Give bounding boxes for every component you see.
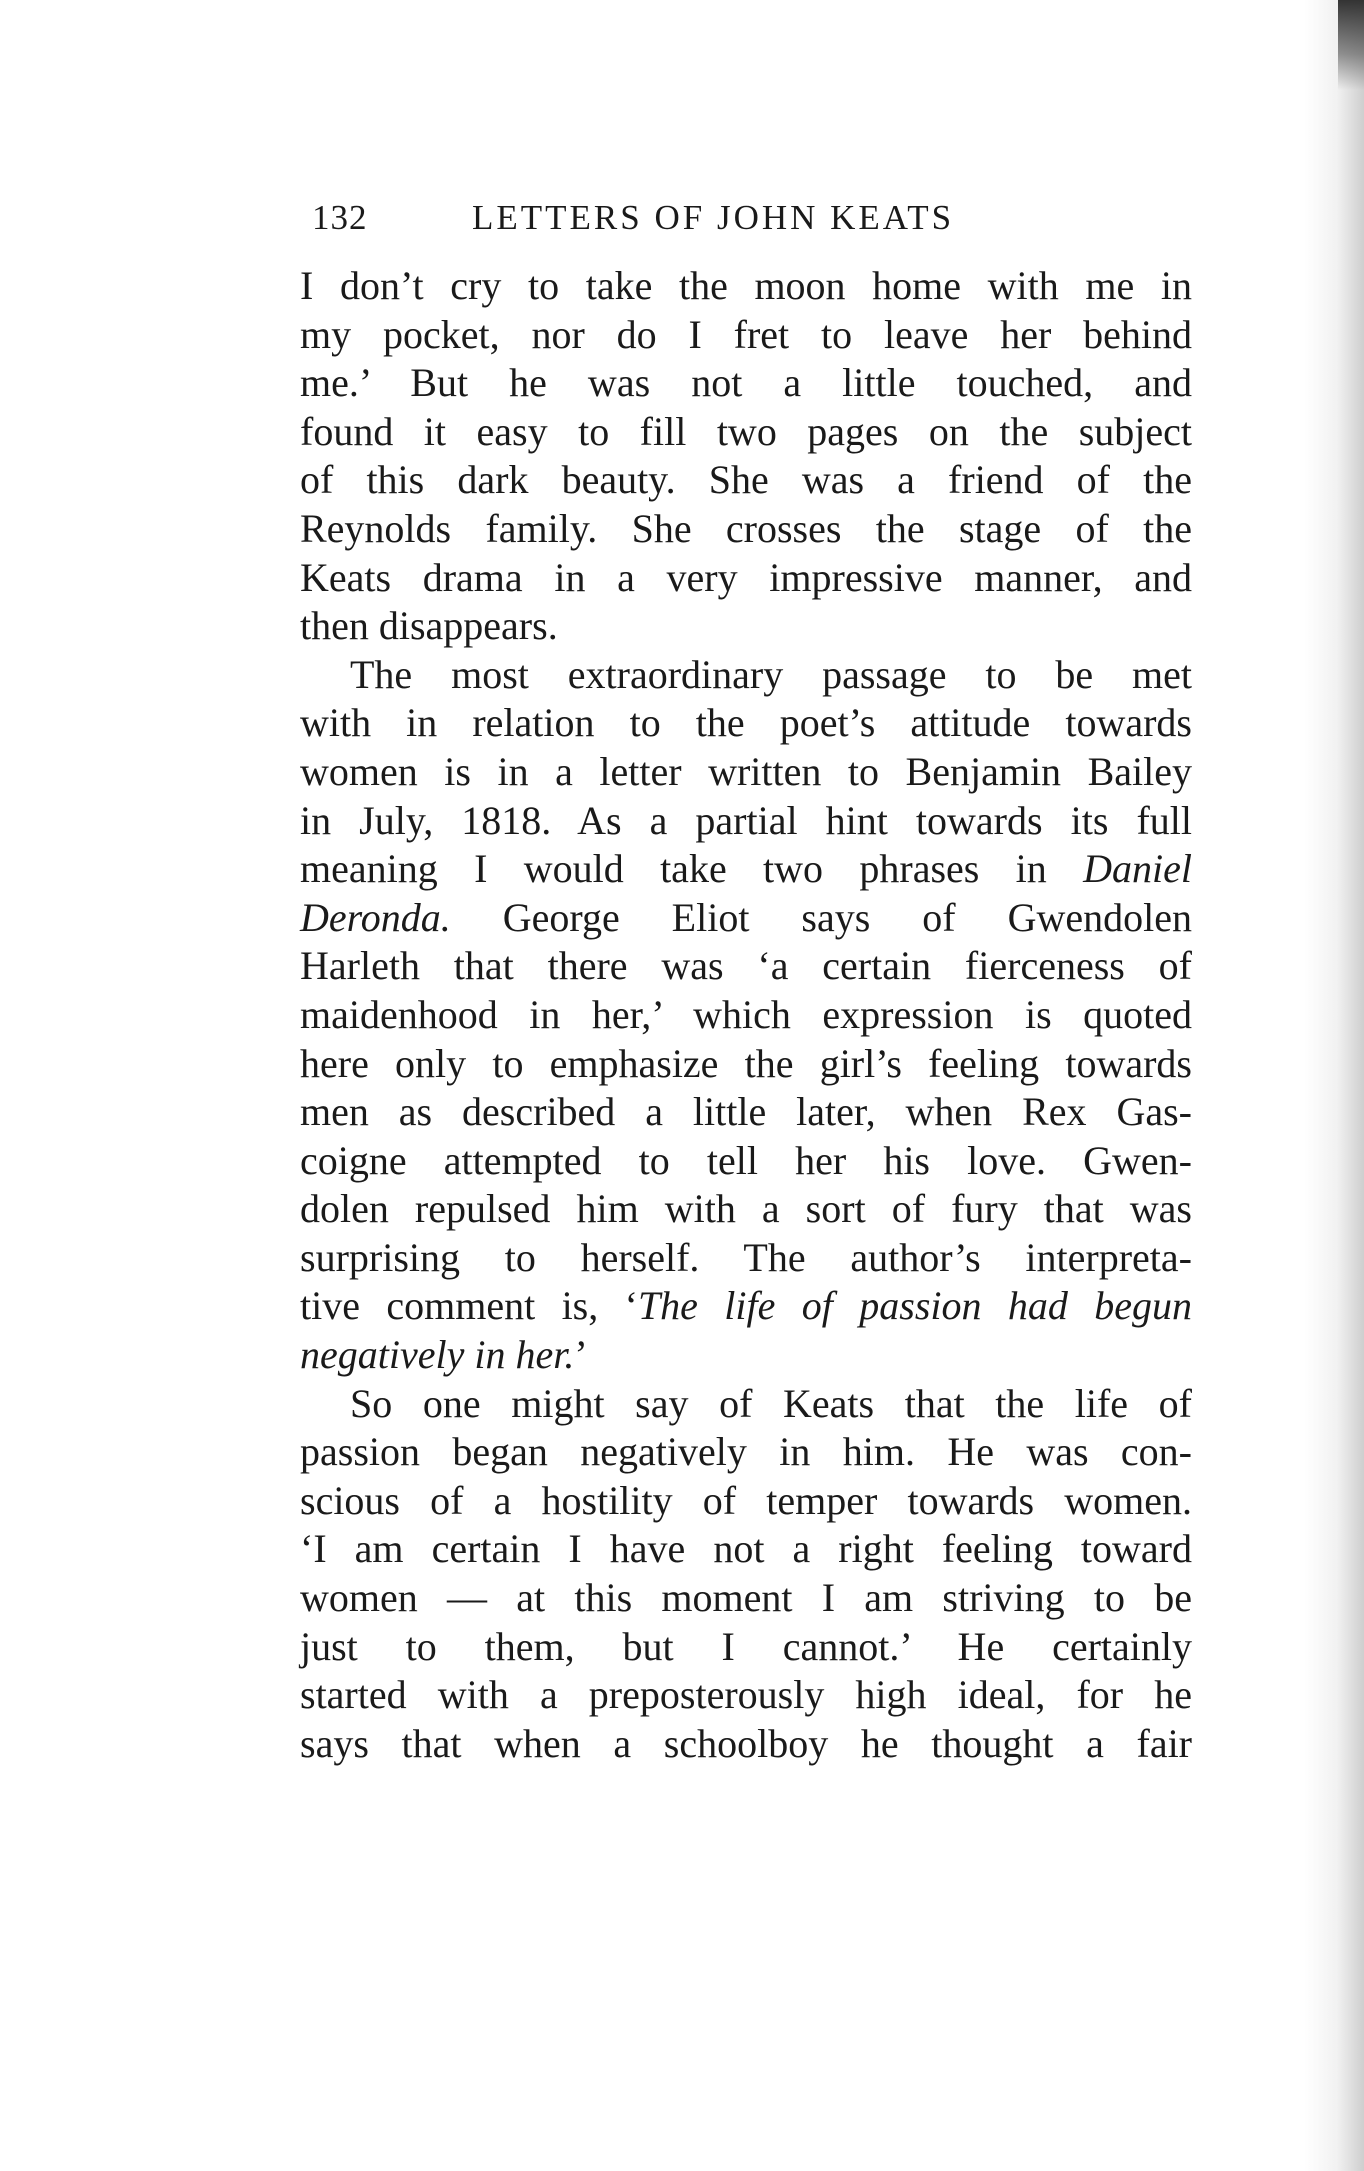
text-segment: ‘I am certain I have not a right feeling toward <box>300 1526 1192 1572</box>
text-line <box>300 456 1192 505</box>
text-segment: started with a preposterously high ideal, for he <box>300 1672 1192 1718</box>
text-segment: Reynolds family. She crosses the stage of the <box>300 505 1192 551</box>
text-segment: then disappears. <box>300 603 558 649</box>
text-segment: with in relation to the poet’s attitude towards <box>300 700 1192 746</box>
text-segment: The most extraordinary passage to be met <box>350 651 1192 697</box>
text-line <box>300 1671 1192 1720</box>
text-line <box>300 1477 1192 1526</box>
text-segment: Keats drama in a very impressive manner, and <box>300 554 1192 600</box>
text-line <box>300 1282 1192 1331</box>
text-line <box>300 408 1192 457</box>
text-line <box>300 1720 1192 1769</box>
text-line <box>300 505 1192 554</box>
text-segment: me.’ But he was not a little touched, and <box>300 360 1192 406</box>
text-segment: coigne attempted to tell her his love. Gwen- <box>300 1137 1192 1183</box>
text-line <box>300 748 1192 797</box>
text-line <box>300 797 1192 846</box>
text-segment: of this dark beauty. She was a friend of the <box>300 457 1192 503</box>
text-line <box>300 699 1192 748</box>
text-line <box>300 894 1192 943</box>
text-line <box>300 1574 1192 1623</box>
text-line <box>300 311 1192 360</box>
text-line <box>300 651 1192 700</box>
running-title: LETTERS OF JOHN KEATS <box>472 198 955 237</box>
body-text <box>300 262 1192 1768</box>
text-segment: in July, 1818. As a partial hint towards its full <box>300 797 1192 843</box>
text-segment: So one might say of Keats that the life of <box>350 1380 1192 1426</box>
text-line <box>300 845 1192 894</box>
italic-text: Deronda. <box>300 894 451 940</box>
text-line <box>300 1331 1192 1380</box>
text-segment: scious of a hostility of temper towards women. <box>300 1477 1192 1523</box>
text-segment: George Eliot says of Gwendolen <box>450 894 1192 940</box>
text-line <box>300 1088 1192 1137</box>
text-segment: meaning I would take two phrases in <box>300 846 1084 892</box>
text-line <box>300 1234 1192 1283</box>
text-line <box>300 991 1192 1040</box>
text-segment: says that when a schoolboy he thought a fair <box>300 1720 1192 1766</box>
italic-text: Daniel <box>1083 846 1192 892</box>
text-line <box>300 359 1192 408</box>
text-segment: just to them, but I cannot.’ He certainly <box>300 1623 1192 1669</box>
text-segment: passion began negatively in him. He was con- <box>300 1429 1192 1475</box>
text-line <box>300 1428 1192 1477</box>
text-segment: men as described a little later, when Rex Gas- <box>300 1089 1192 1135</box>
text-segment: women — at this moment I am striving to be <box>300 1575 1192 1621</box>
page-corner-shadow <box>1338 0 1364 90</box>
text-line <box>300 942 1192 991</box>
italic-text: negatively in her. <box>300 1332 575 1378</box>
text-segment: surprising to herself. The author’s interpreta- <box>300 1234 1192 1280</box>
text-segment: here only to emphasize the girl’s feeling towards <box>300 1040 1192 1086</box>
text-line <box>300 1040 1192 1089</box>
text-segment: found it easy to fill two pages on the subject <box>300 408 1192 454</box>
text-line <box>300 1137 1192 1186</box>
text-line <box>300 1623 1192 1672</box>
text-segment: dolen repulsed him with a sort of fury that was <box>300 1186 1192 1232</box>
text-segment: my pocket, nor do I fret to leave her behind <box>300 311 1192 357</box>
page-number: 132 <box>312 198 368 237</box>
text-segment: I don’t cry to take the moon home with me in <box>300 263 1192 308</box>
text-segment: maidenhood in her,’ which expression is quoted <box>300 991 1192 1037</box>
text-segment: tive comment is, ‘ <box>300 1283 638 1329</box>
text-line <box>300 1525 1192 1574</box>
running-header <box>300 198 1190 248</box>
text-line <box>300 1380 1192 1429</box>
text-line <box>300 262 1192 311</box>
page-edge-shadow <box>1304 0 1364 2171</box>
italic-text: The life of passion had begun <box>637 1283 1192 1329</box>
text-line <box>300 1185 1192 1234</box>
text-line <box>300 554 1192 603</box>
text-segment: Harleth that there was ‘a certain fierceness of <box>300 943 1192 989</box>
text-line <box>300 602 1192 651</box>
text-segment: ’ <box>574 1332 588 1378</box>
text-segment: women is in a letter written to Benjamin Bailey <box>300 748 1192 794</box>
